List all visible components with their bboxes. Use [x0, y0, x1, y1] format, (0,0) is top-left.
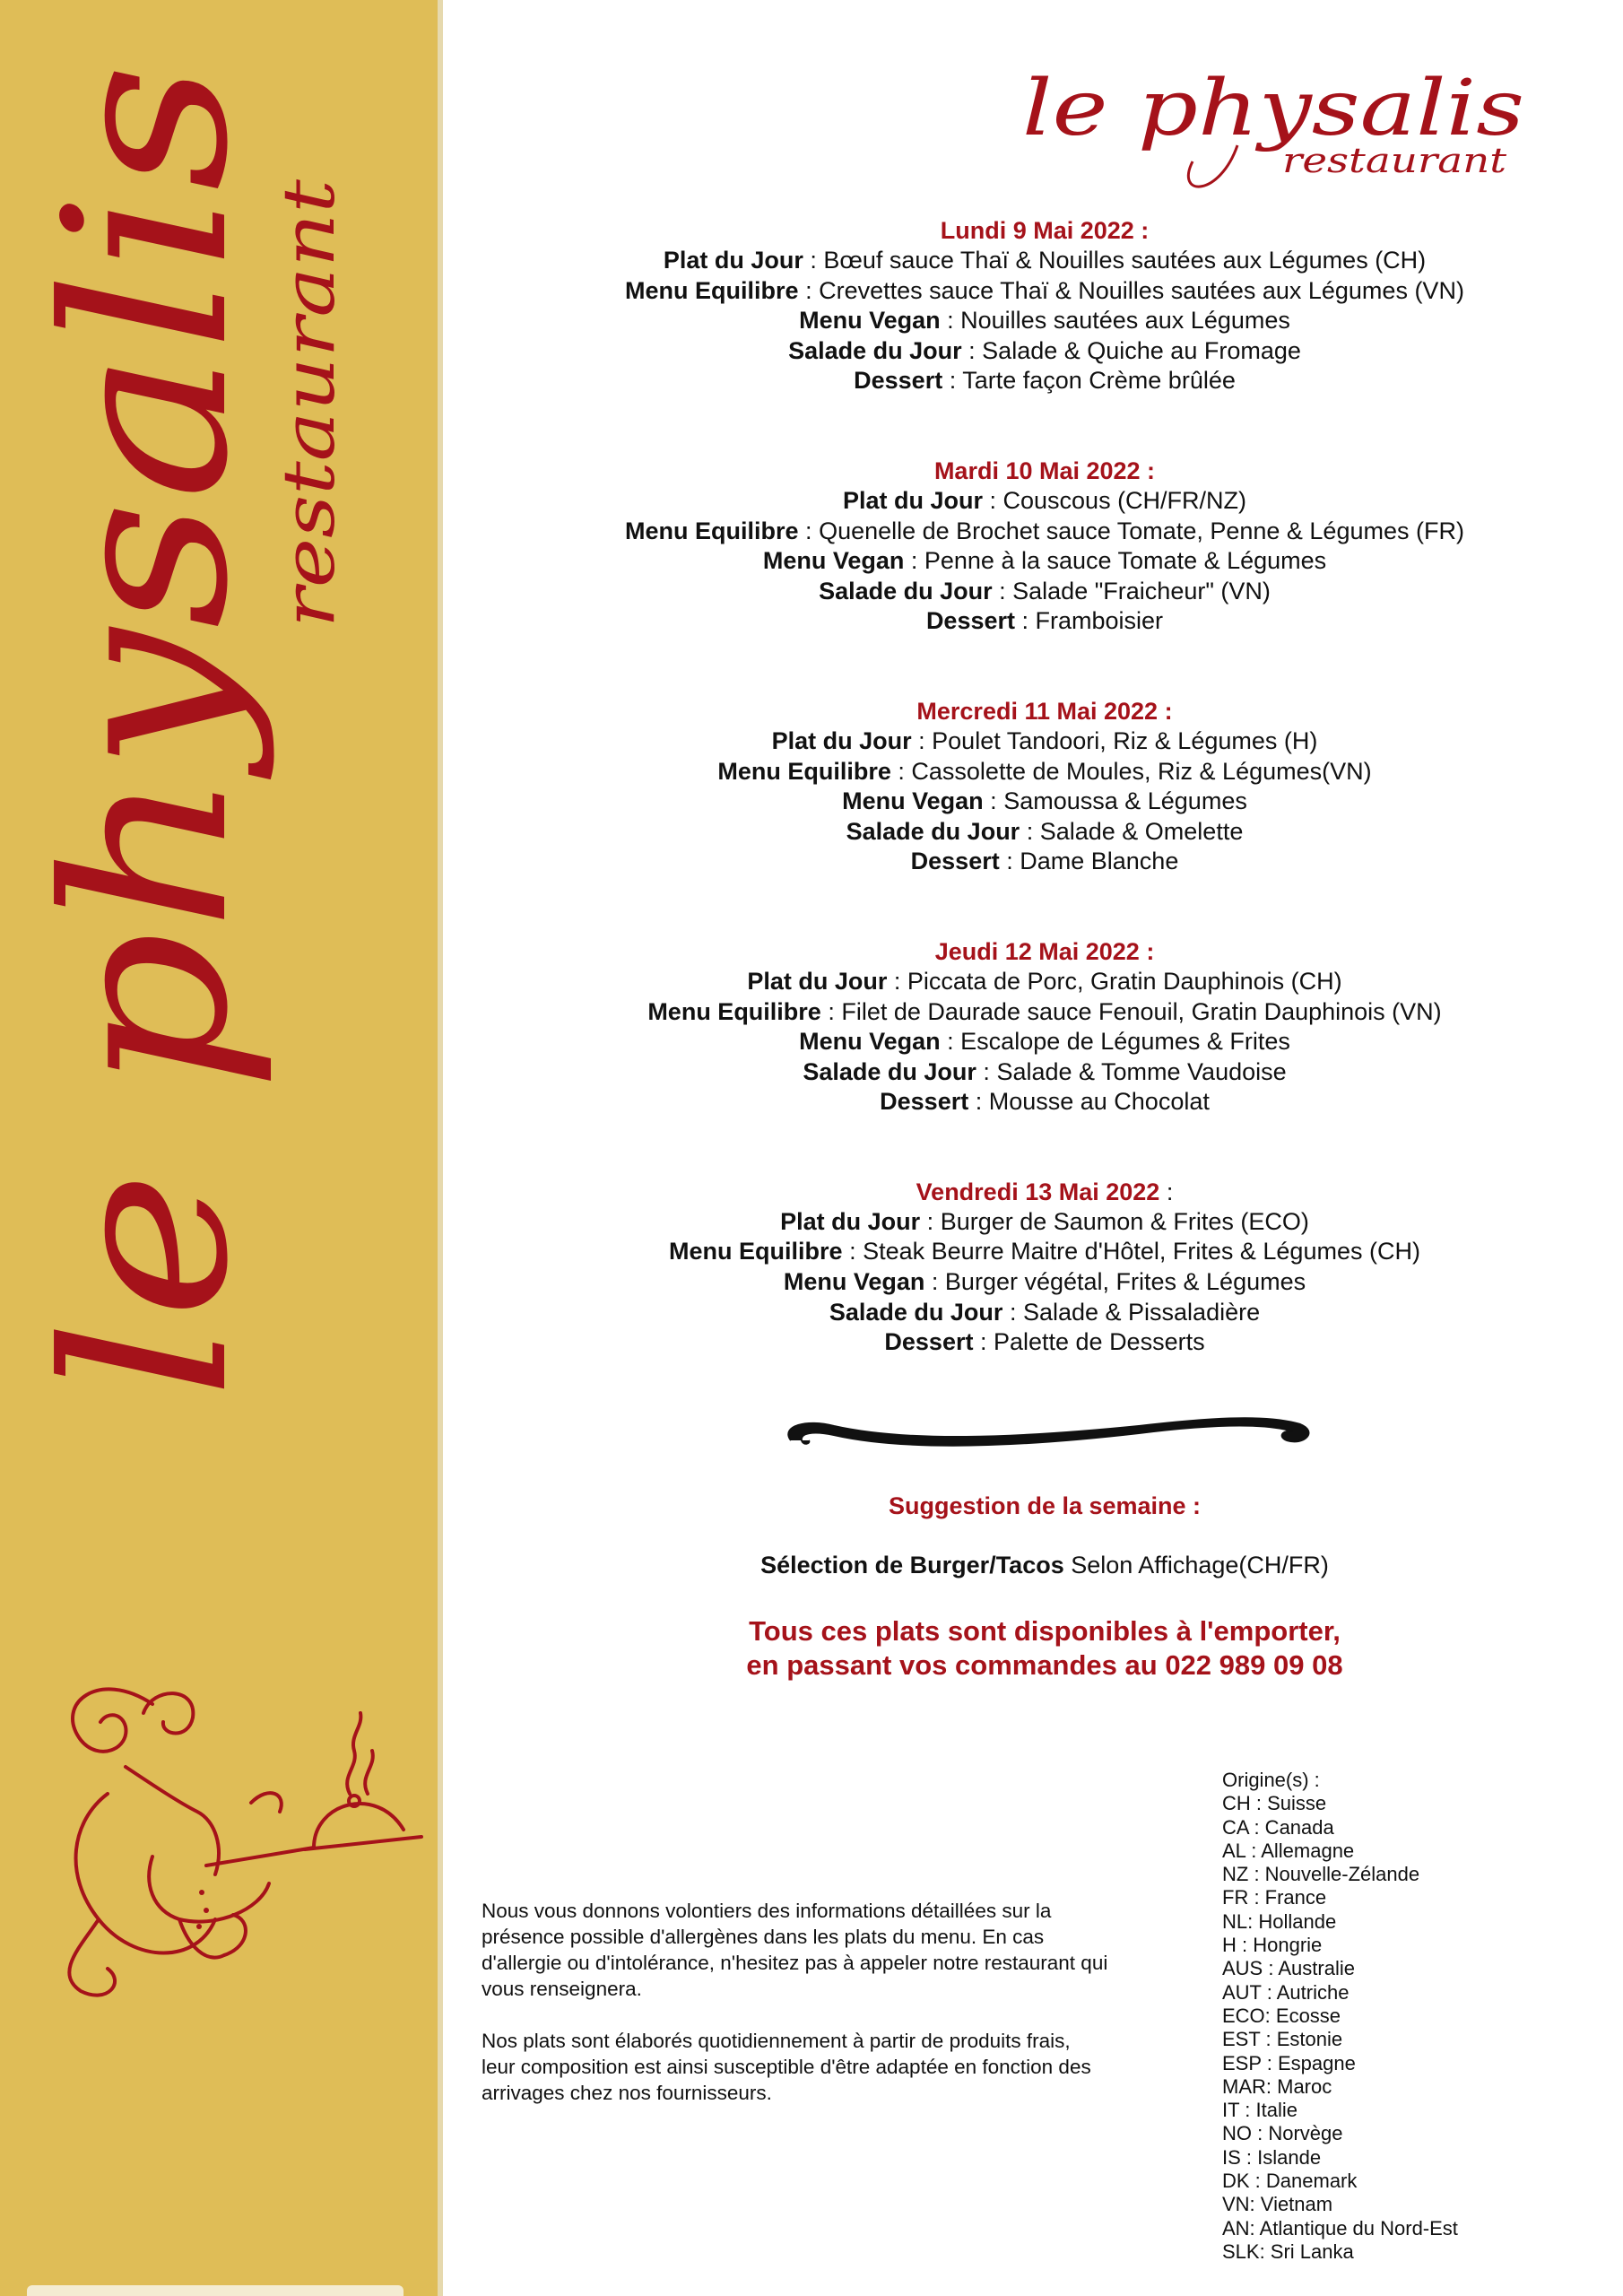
menu-line-label: Menu Vegan: [783, 1268, 925, 1296]
day-block: [502, 1177, 1587, 1358]
menu-line-value: Mousse au Chocolat: [988, 1088, 1210, 1116]
origin-item: AN: Atlantique du Nord-Est: [1222, 2216, 1458, 2239]
menu-line: [502, 1298, 1587, 1328]
menu-line-sep: :: [1020, 817, 1040, 845]
menu-line-value: Salade & Omelette: [1039, 817, 1244, 845]
origin-item: FR : France: [1222, 1886, 1327, 1909]
menu-line: [502, 1057, 1587, 1088]
origin-item: SLK: Sri Lanka: [1222, 2239, 1354, 2263]
origin-item: MAR: Maroc: [1222, 2074, 1332, 2098]
menu-line: [502, 1267, 1587, 1298]
day-title-text: Jeudi 12 Mai 2022 :: [934, 937, 1155, 965]
menu-line-value: Quenelle de Brochet sauce Tomate, Penne & Légumes (FR): [819, 517, 1464, 544]
menu-line-sep: :: [992, 577, 1013, 604]
day-title: [502, 696, 1587, 726]
menu-line-label: Dessert: [880, 1088, 969, 1116]
menu-line-sep: :: [798, 276, 820, 304]
menu-line-label: Menu Equilibre: [625, 517, 799, 544]
origin-item: AUS : Australie: [1222, 1957, 1355, 1980]
menu-line-label: Menu Equilibre: [669, 1238, 843, 1265]
menu-line-sep: :: [890, 757, 912, 785]
menu-line: [502, 757, 1587, 787]
menu-line: [502, 306, 1587, 336]
menu-line-label: Menu Vegan: [762, 547, 905, 575]
allergen-paragraph: Nous vous donnons volontiers des informations détaillées sur la présence possible d'allergènes dans les plats du menu. En cas d'allergie ou d'intolérance, n'hesitez pas à appeler notre restaurant qui vous renseignera.: [482, 1900, 1108, 2000]
menu-line-sep: :: [803, 247, 824, 274]
menu-line-label: Menu Vegan: [842, 787, 984, 815]
menu-line: [502, 1327, 1587, 1358]
menu-line-label: Menu Vegan: [799, 307, 941, 335]
waiter-cloche-icon: [45, 1650, 439, 2027]
menu-line-value: Palette de Desserts: [993, 1328, 1205, 1356]
menu-line-value: Bœuf sauce Thaï & Nouilles sautées aux Légumes (CH): [823, 247, 1427, 274]
menu-line-label: Dessert: [854, 367, 943, 395]
menu-line-label: Dessert: [884, 1328, 974, 1356]
origin-item: NL: Hollande: [1222, 1909, 1337, 1933]
menu-line-sep: :: [982, 486, 1003, 514]
menu-line: [502, 1237, 1587, 1267]
menu-line-label: Plat du Jour: [771, 726, 912, 754]
menu-line-value: Samoussa & Légumes: [1003, 787, 1247, 815]
menu-line-value: Nouilles sautées aux Légumes: [960, 307, 1290, 335]
menu-line-value: Steak Beurre Maitre d'Hôtel, Frites & Légumes (CH): [863, 1238, 1420, 1265]
origin-item: CA : Canada: [1222, 1815, 1334, 1839]
menu-line: [502, 847, 1587, 877]
origin-item: IT : Italie: [1222, 2099, 1298, 2122]
menu-line-sep: :: [920, 1207, 941, 1235]
menu-line-label: Plat du Jour: [663, 247, 803, 274]
menu-line-label: Salade du Jour: [846, 817, 1020, 845]
menu-line-value: Cassolette de Moules, Riz & Légumes(VN): [911, 757, 1372, 785]
menu-line-value: Penne à la sauce Tomate & Légumes: [924, 547, 1327, 575]
header-logo-name: le physalis: [1022, 64, 1524, 153]
day-title: [502, 215, 1587, 246]
day-title: [502, 456, 1587, 486]
menu-line-sep: :: [1015, 607, 1036, 635]
day-block: [502, 215, 1587, 396]
menu-line-sep: :: [1002, 1298, 1023, 1326]
menu-line-sep: :: [968, 1088, 989, 1116]
menu-line-value: Salade & Pissaladière: [1022, 1298, 1261, 1326]
menu-line-sep: :: [976, 1057, 997, 1085]
day-title-text: Lundi 9 Mai 2022 :: [940, 217, 1150, 244]
menu-line: [502, 486, 1587, 517]
menu-line-sep: :: [999, 848, 1020, 875]
menu-line-sep: :: [973, 1328, 994, 1356]
menu-line-sep: :: [911, 726, 933, 754]
menu-line-label: Menu Equilibre: [717, 757, 891, 785]
menu-line-value: Salade & Tomme Vaudoise: [996, 1057, 1287, 1085]
menu-line-label: Salade du Jour: [819, 577, 993, 604]
menu-line-sep: :: [904, 547, 924, 575]
suggestion-bold: Sélection de Burger/Tacos: [760, 1552, 1064, 1578]
menu-line-value: Escalope de Légumes & Frites: [960, 1028, 1290, 1056]
origins-title: Origine(s) :: [1222, 1769, 1320, 1791]
takeaway-notice: [502, 1614, 1587, 1683]
menu-line-label: Plat du Jour: [747, 967, 888, 995]
origin-item: NO : Norvège: [1222, 2122, 1343, 2145]
suggestion-rest: Selon Affichage(CH/FR): [1063, 1552, 1329, 1578]
menu-line: [502, 517, 1587, 547]
menu-line-label: Menu Equilibre: [647, 997, 821, 1025]
menu-line-sep: :: [961, 336, 983, 364]
day-block: [502, 696, 1587, 877]
suggestion-text: [502, 1552, 1587, 1579]
menu-line-label: Plat du Jour: [842, 486, 983, 514]
menu-line-sep: :: [887, 967, 907, 995]
origin-item: AL : Allemagne: [1222, 1839, 1355, 1862]
menu-line-value: Burger de Saumon & Frites (ECO): [940, 1207, 1309, 1235]
suggestion-title: Suggestion de la semaine :: [888, 1492, 1202, 1519]
day-title: [502, 1177, 1587, 1207]
sidebar-vertical-logo: [0, 0, 438, 1435]
origin-item: DK : Danemark: [1222, 2170, 1358, 2193]
origin-item: ESP : Espagne: [1222, 2051, 1356, 2074]
menu-line-value: Dame Blanche: [1020, 848, 1179, 875]
menu-line-label: Plat du Jour: [780, 1207, 921, 1235]
menu-line-sep: :: [842, 1238, 864, 1265]
day-title-text: Mardi 10 Mai 2022 :: [933, 457, 1156, 484]
menu-line-label: Dessert: [925, 607, 1015, 635]
origins-legend: [1222, 1769, 1458, 2264]
menu-line-value: Salade "Fraicheur" (VN): [1012, 577, 1271, 604]
menu-line-sep: :: [942, 367, 963, 395]
origin-item: H : Hongrie: [1222, 1934, 1323, 1957]
day-title-text: Vendredi 13 Mai 2022: [916, 1178, 1160, 1205]
takeaway-line-1: Tous ces plats sont disponibles à l'emporter,: [749, 1615, 1341, 1647]
menu-line-label: Salade du Jour: [788, 336, 962, 364]
menu-line-label: Salade du Jour: [829, 1298, 1003, 1326]
origin-item: ECO: Ecosse: [1222, 2004, 1341, 2027]
menu-line: [502, 336, 1587, 367]
menu-line-sep: :: [798, 517, 820, 544]
swash-divider: [780, 1406, 1318, 1460]
menu-line-value: Poulet Tandoori, Riz & Légumes (H): [932, 726, 1318, 754]
menu-line: [502, 1027, 1587, 1057]
day-block: [502, 936, 1587, 1118]
takeaway-line-2: en passant vos commandes au 022 989 09 08: [746, 1649, 1343, 1681]
sidebar-bottom-strip: [27, 2285, 404, 2296]
menu-line-label: Menu Equilibre: [625, 276, 799, 304]
menu-line-sep: :: [924, 1268, 945, 1296]
origin-item: IS : Islande: [1222, 2145, 1322, 2169]
menu-line: [502, 606, 1587, 637]
day-block: [502, 456, 1587, 637]
menu-line: [502, 967, 1587, 997]
menu-line-sep: :: [820, 997, 842, 1025]
origin-item: CH : Suisse: [1222, 1792, 1327, 1815]
menu-line-label: Salade du Jour: [803, 1057, 976, 1085]
menu-line-label: Dessert: [910, 848, 1000, 875]
menu-line-value: Couscous (CH/FR/NZ): [1002, 486, 1247, 514]
origin-item: AUT : Autriche: [1222, 1980, 1350, 2004]
menu-line: [502, 997, 1587, 1028]
menu-line: [502, 1087, 1587, 1118]
menu-line-value: Tarte façon Crème brûlée: [962, 367, 1236, 395]
menu-line-sep: :: [940, 307, 961, 335]
menu-line-value: Filet de Daurade sauce Fenouil, Gratin Dauphinois (VN): [841, 997, 1442, 1025]
weekly-menu: [502, 215, 1587, 1417]
origin-item: VN: Vietnam: [1222, 2193, 1333, 2216]
day-title: [502, 936, 1587, 967]
menu-line: [502, 366, 1587, 396]
menu-line-value: Framboisier: [1035, 607, 1164, 635]
menu-line: [502, 246, 1587, 276]
menu-line: [502, 276, 1587, 307]
menu-line-label: Menu Vegan: [799, 1028, 941, 1056]
header-logo-sub: restaurant: [1282, 141, 1507, 180]
menu-line: [502, 1207, 1587, 1238]
menu-line-value: Salade & Quiche au Fromage: [982, 336, 1301, 364]
header-logo: [1013, 63, 1551, 197]
menu-line-value: Crevettes sauce Thaï & Nouilles sautées aux Légumes (VN): [819, 276, 1464, 304]
menu-line-sep: :: [983, 787, 1004, 815]
menu-line-sep: :: [940, 1028, 961, 1056]
origin-item: NZ : Nouvelle-Zélande: [1222, 1863, 1420, 1886]
day-title-text: Mercredi 11 Mai 2022 :: [916, 697, 1173, 725]
menu-line: [502, 577, 1587, 607]
allergen-info: [482, 1898, 1109, 2132]
day-title-colon: :: [1159, 1178, 1174, 1205]
menu-line: [502, 726, 1587, 757]
sidebar-logo-name: le physalis: [16, 201, 277, 1399]
menu-line: [502, 546, 1587, 577]
sidebar-logo-sub: restaurant: [267, 244, 351, 628]
menu-line-value: Piccata de Porc, Gratin Dauphinois (CH): [907, 967, 1342, 995]
menu-line: [502, 787, 1587, 817]
menu-line-value: Burger végétal, Frites & Légumes: [944, 1268, 1306, 1296]
menu-line: [502, 817, 1587, 848]
origin-item: EST : Estonie: [1222, 2028, 1343, 2051]
freshness-paragraph: Nos plats sont élaborés quotidiennement à partir de produits frais, leur composition est ainsi susceptible d'être adaptée en fonction des arrivages chez nos fournisseurs.: [482, 2030, 1091, 2104]
